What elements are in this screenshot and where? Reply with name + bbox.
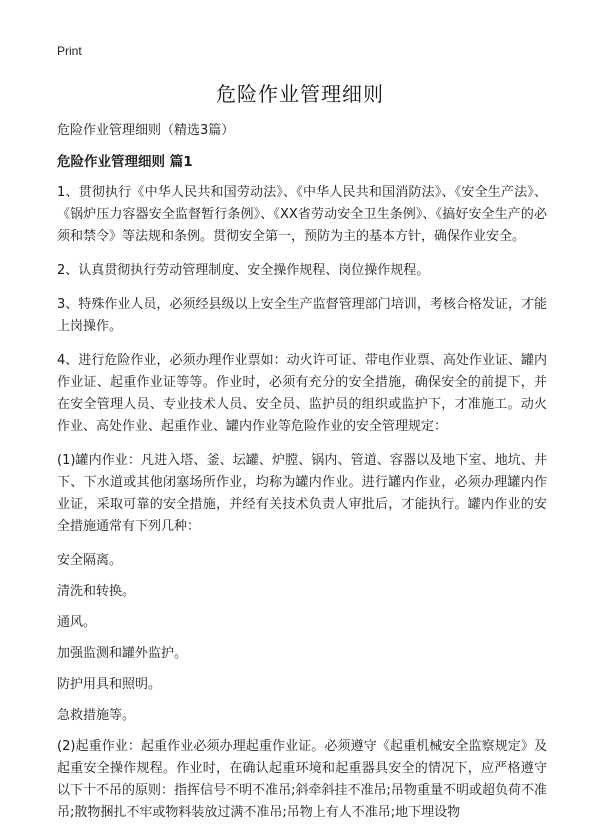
document-title: 危险作业管理细则 <box>216 82 384 106</box>
paragraph-2: 2、认真贯彻执行劳动管理制度、安全操作规程、岗位操作规程。 <box>57 263 430 278</box>
measure-item: 安全隔离。 <box>57 553 123 568</box>
measure-item: 防护用具和照明。 <box>57 677 162 692</box>
paragraph-1: 1、贯彻执行《中华人民共和国劳动法》、《中华人民共和国消防法》、《安全生产法》、《锅炉压力容器安全监督暂行条例》、《XX省劳动安全卫生条例》、《搞好安全生产的必须和禁令》等法规和条例。贯彻安全第一，预防为主的基本方针，确保作业安全。 <box>57 185 547 244</box>
paragraph-5: (1)罐内作业：凡进入塔、釜、坛罐、炉膛、锅内、管道、容器以及地下室、地坑、井下、下水道或其他闭塞场所作业，均称为罐内作业。进行罐内作业，必须办理罐内作业证，采取可靠的安全措施，并经有关技术负责人审批后，才能执行。罐内作业的安全措施通常有下列几种： <box>57 453 547 534</box>
section-heading: 危险作业管理细则 篇1 <box>57 154 193 170</box>
measure-item: 通风。 <box>57 615 97 630</box>
measure-item: 急救措施等。 <box>57 708 136 723</box>
measure-item: 加强监测和罐外监护。 <box>57 646 188 661</box>
document-body <box>57 120 547 836</box>
paragraph-3: 3、特殊作业人员，必须经县级以上安全生产监督管理部门培训，考核合格发证，才能上岗操作。 <box>57 297 547 334</box>
paragraph-last: (2)起重作业：起重作业必须办理起重作业证。必须遵守《起重机械安全监察规定》及起重安全操作规程。作业时，在确认起重环境和起重器具安全的情况下，应严格遵守以下十不吊的原则：指挥信号不明不准吊;斜牵斜挂不准吊;吊物重量不明或超负荷不准吊;散物捆扎不牢或物料装放过满不准吊;吊物上有人不准吊;地下埋设物 <box>57 739 547 820</box>
paragraph-4: 4、进行危险作业，必须办理作业票如：动火许可证、带电作业票、高处作业证、罐内作业证、起重作业证等等。作业时，必须有充分的安全措施，确保安全的前提下，并在安全管理人员、专业技术人员、安全员、监护员的组织或监护下，才准施工。动火作业、高处作业、起重作业、罐内作业等危险作业的安全管理规定： <box>57 353 547 434</box>
print-link[interactable]: Print <box>57 44 82 58</box>
measure-item: 清洗和转换。 <box>57 584 136 599</box>
document-subtitle: 危险作业管理细则（精选3篇） <box>57 123 235 138</box>
